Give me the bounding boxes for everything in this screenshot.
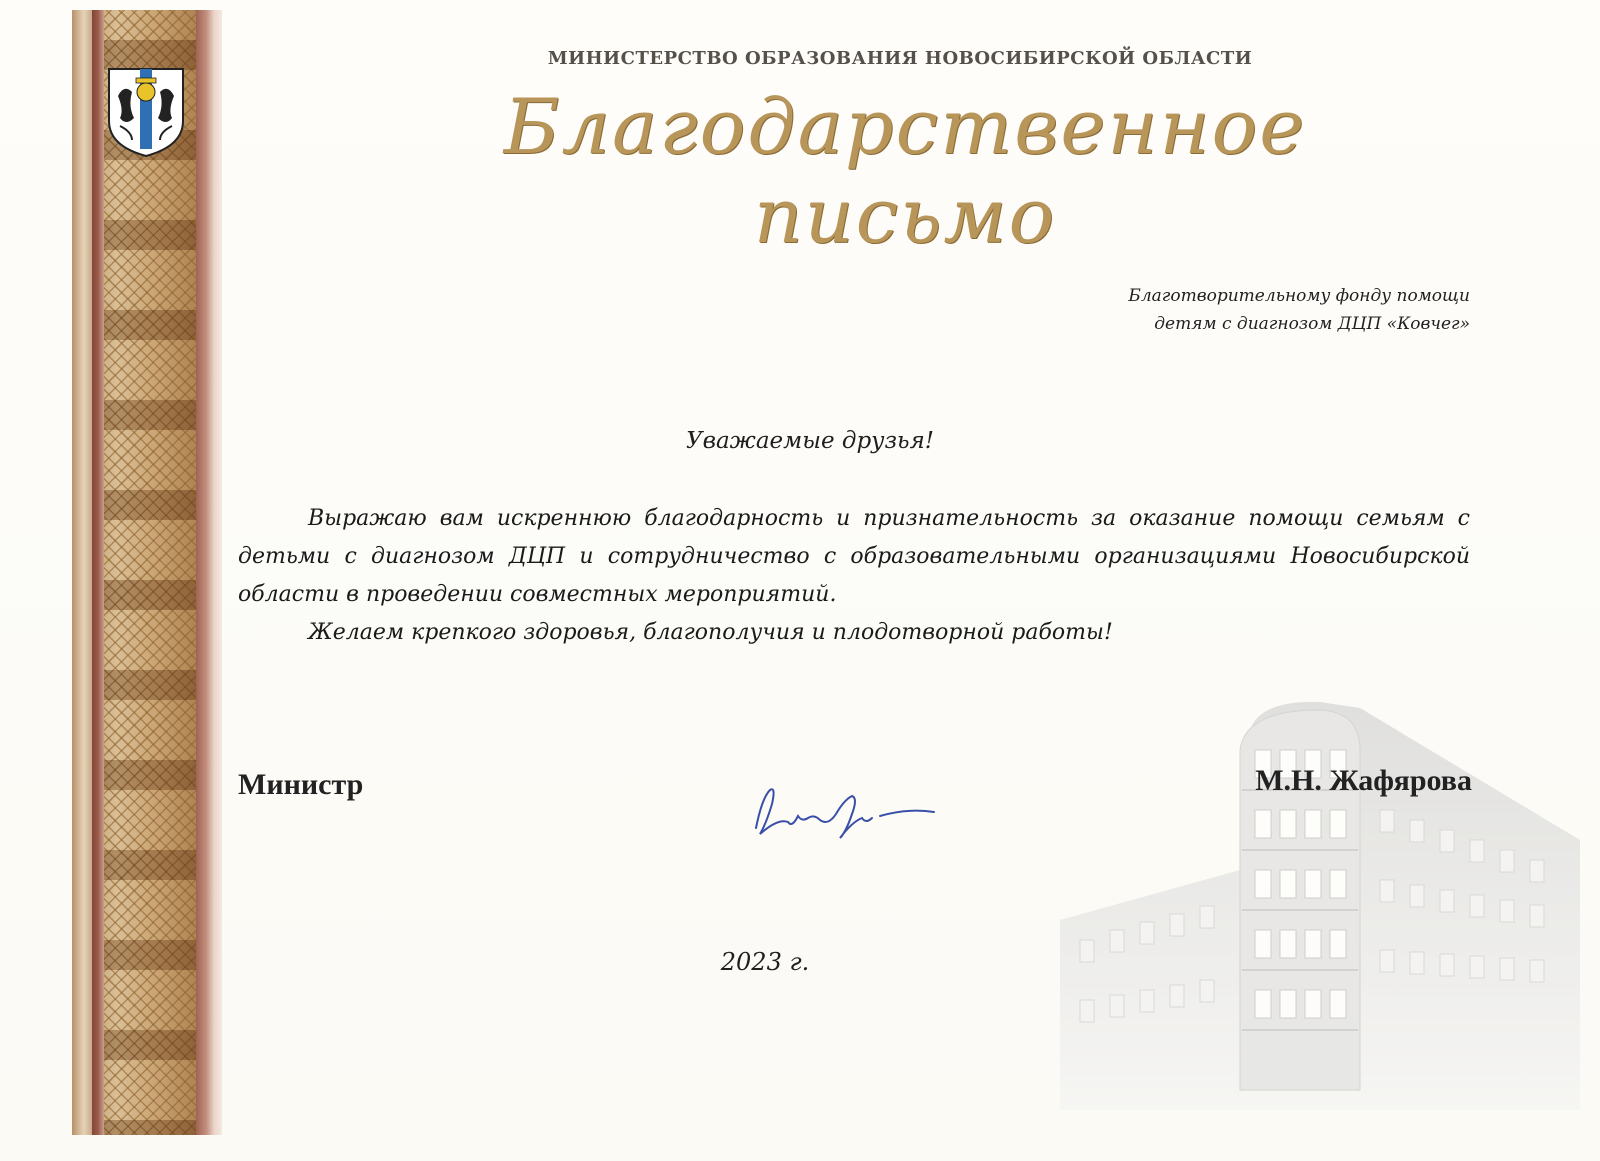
addressee-line-2: детям с диагнозом ДЦП «Ковчег» [1154, 314, 1470, 334]
signer-name: М.Н. Жафярова [1255, 764, 1472, 797]
band-pattern [104, 10, 196, 1135]
letter-paragraph-1: Выражаю вам искреннюю благодарность и признательность за оказание помощи семьям с детьми с диагнозом ДЦП и сотрудничество с образовательными организациями Новосибирской области в проведении совместных мероприятий. [238, 506, 1470, 607]
letter-body [238, 500, 1470, 652]
ministry-building-illustration [1060, 690, 1580, 1110]
handwritten-signature [748, 778, 938, 848]
document-year: 2023 г. [720, 948, 810, 976]
decorative-side-band [72, 10, 222, 1135]
novosibirsk-coat-of-arms-icon [106, 66, 186, 158]
addressee-line-1: Благотворительному фонду помощи [1128, 286, 1470, 306]
signer-role: Министр [238, 768, 364, 801]
ministry-heading: МИНИСТЕРСТВО ОБРАЗОВАНИЯ НОВОСИБИРСКОЙ ОБЛАСТИ [547, 48, 1253, 69]
letter-paragraph-2: Желаем крепкого здоровья, благополучия и плодотворной работы! [308, 620, 1113, 645]
addressee-block [970, 282, 1470, 338]
greeting: Уважаемые друзья! [685, 428, 935, 454]
document-title: Благодарственное письмо [503, 82, 1307, 260]
